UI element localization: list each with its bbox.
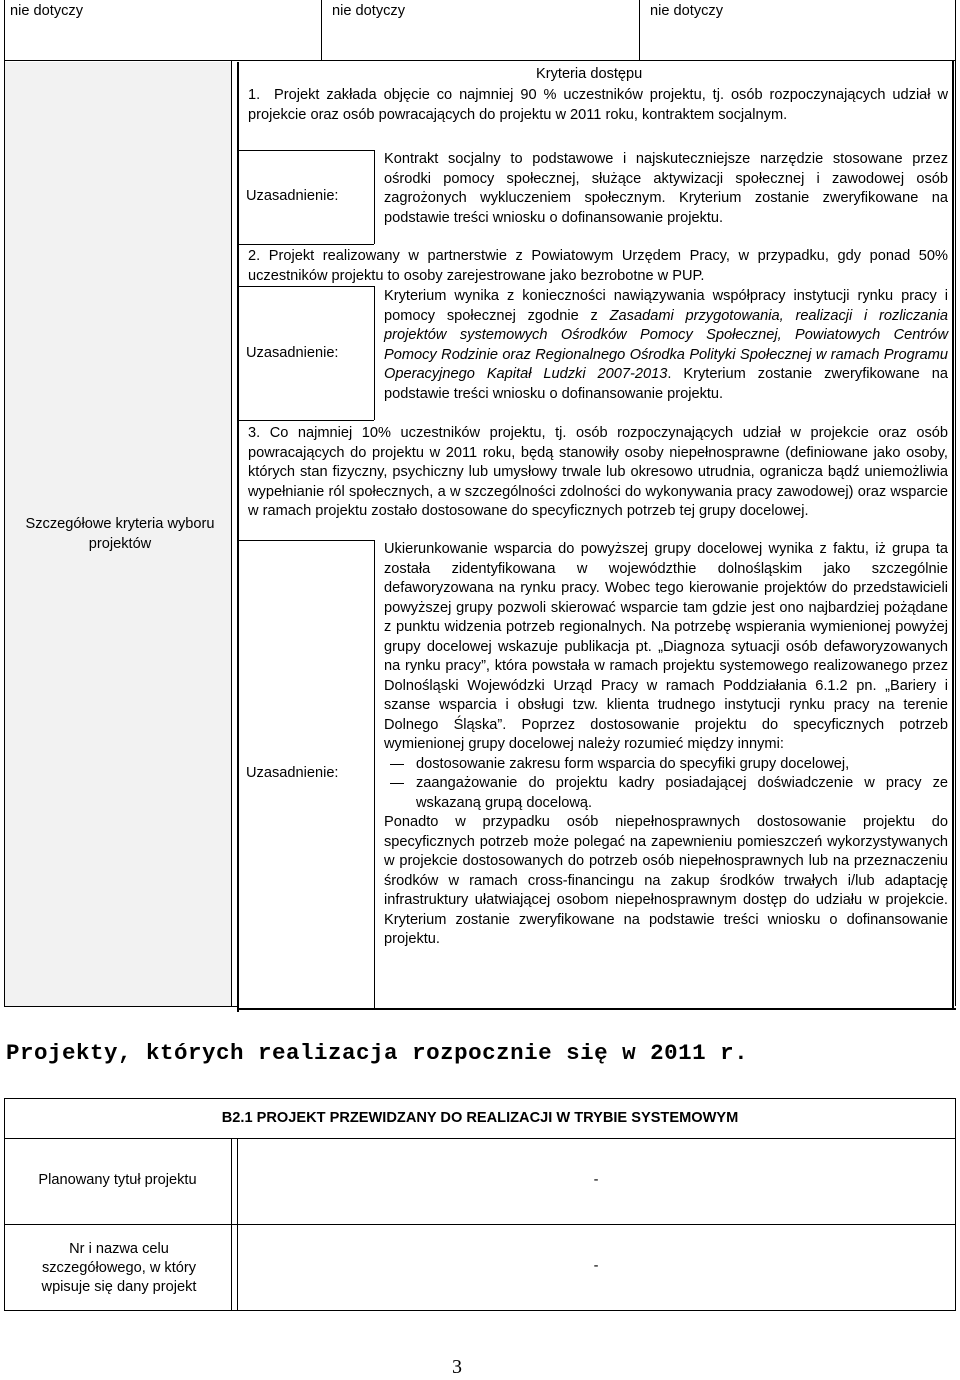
b2-row-label: Planowany tytuł projektu bbox=[38, 1172, 197, 1188]
b2-row-value: - bbox=[593, 1172, 599, 1188]
uzasadnienie-label-1: Uzasadnienie: bbox=[246, 188, 339, 204]
top-row-shade bbox=[5, 0, 955, 60]
uzasadnienie-label-2: Uzasadnienie: bbox=[246, 345, 339, 361]
b2-row-label: Nr i nazwa celu szczegółowego, w który wpisuje się dany projekt bbox=[41, 1241, 197, 1295]
justification-3 bbox=[384, 540, 948, 950]
left-column-label: Szczegółowe kryteria wyboru projektów bbox=[25, 516, 215, 552]
uzasadnienie-label-3: Uzasadnienie: bbox=[246, 765, 339, 781]
justification-3-intro: Ukierunkowanie wsparcia do powyższej grupy docelowej wynika z faktu, iż grupa ta została zidentyfikowana w województhie dolnośląskim jako szczególnie defaworyzowana na rynku pracy. Wobec tego kierowanie projektów do przedstawicieli powyższej grupy pozwoli skierować wsparcie tam gdzie jest ono najbardziej pożądane z punktu widzenia potrzeb regionalnych. Na potrzebę wspierania wymienionej powyżej grupy docelowej wskazuje publikacja pt. „Diagnoza sytuacji osób defaworyzowanych na rynku pracy”, która powstała w ramach projektu systemowego realizowanego przez Dolnośląski Wojewódzki Urząd Pracy w ramach Poddziałania 6.1.2 pn. „Bariery i szanse wsparcia i obsługi tzw. klienta trudnego instytucji rynku pracy na terenie Dolnego Śląska”. Poprzez dostosowanie projektu do specyficznych potrzeb wymienionej grupy docelowej należy rozumieć między innymi: bbox=[384, 541, 948, 752]
b2-row-value: - bbox=[593, 1258, 599, 1274]
justification-2: Kryterium wynika z konieczności nawiązywania współpracy instytucji rynku pracy i pomocy społecznej zgodnie z Zasadami przygotowania, realizacji i rozliczania projektów systemowych Ośrodków Pomocy Społecznej, Powiatowych Centrów Pomocy Rodzinie oraz Regionalnego Ośrodka Polityki Społecznej w ramach Programu Operacyjnego Kapitał Ludzki 2007-2013. Kryterium zostanie zweryfikowane na podstawie treści wniosku o dofinansowanie projektu. bbox=[384, 288, 948, 402]
justification-1: Kontrakt socjalny to podstawowe i najskuteczniejsze narzędzie stosowane przez ośrodki pomocy społecznej, służące aktywizacji społecznej i zawodowej osób zagrożonych wykluczeniem społecznym. Kryterium zostanie zweryfikowane na podstawie treści wniosku o dofinansowanie projektu. bbox=[384, 151, 948, 226]
criterion-2: 2. Projekt realizowany w partnerstwie z Powiatowym Urzędem Pracy, w przypadku, gdy ponad 50% uczestników projektu to osoby zarejestrowane jako bezrobotne w PUP. bbox=[248, 248, 949, 284]
section-heading: Projekty, których realizacja rozpocznie się w 2011 r. bbox=[6, 1040, 749, 1066]
top-cell-3: nie dotyczy bbox=[650, 3, 724, 19]
bullet-item: dostosowanie zakresu form wsparcia do specyfiki grupy docelowej, bbox=[384, 755, 948, 775]
criterion-3: 3. Co najmniej 10% uczestników projektu, tj. osób rozpoczynających udział w projekcie oraz osób powracających do projektu w 2011 roku, będą stanowiły osoby niepełnosprawne (definiowane jako osoby, których stan fizyczny, psychiczny lub umysłowy trwale lub okresowo utrudnia, ogranicza bądź uniemożliwia wypełnianie ról społecznych, a w szczególności zdolności do wykonywania pracy zawodowej) oraz wsparcie w ramach projektu zostało dostosowane do specyficznych potrzeb tej grupy docelowej. bbox=[248, 425, 948, 519]
criterion-1: 1. Projekt zakłada objęcie co najmniej 90 % uczestników projektu, tj. osób rozpoczynających udział w projekcie oraz osób powracających do projektu w 2011 roku, kontraktem socjalnym. bbox=[248, 87, 949, 123]
b2-title: B2.1 PROJEKT PRZEWIDZANY DO REALIZACJI W TRYBIE SYSTEMOWYM bbox=[221, 1110, 739, 1126]
kryteria-heading: Kryteria dostępu bbox=[536, 66, 643, 82]
top-cell-2: nie dotyczy bbox=[332, 3, 406, 19]
bullet-item: zaangażowanie do projektu kadry posiadającej doświadczenie w pracy ze wskazaną grupą docelową. bbox=[384, 774, 948, 813]
page-number: 3 bbox=[452, 1356, 462, 1378]
justification-3-outro: Ponadto w przypadku osób niepełnosprawnych dostosowanie projektu do specyficznych potrzeb może polegać na zapewnieniu pomieszczeń wykorzystywanych w projekcie dostosowanych do potrzeb osób niepełnosprawnych lub na przeznaczeniu środków w ramach cross-financingu na zakup środków trwałych i/lub adaptację infrastruktury ułatwiającej osobom niepełnosprawnym dostęp do udziału w projekcie. Kryterium zostanie zweryfikowane na podstawie treści wniosku o dofinansowanie projektu. bbox=[384, 814, 948, 947]
top-cell-1: nie dotyczy bbox=[10, 3, 84, 19]
b2-table bbox=[4, 1098, 956, 1310]
